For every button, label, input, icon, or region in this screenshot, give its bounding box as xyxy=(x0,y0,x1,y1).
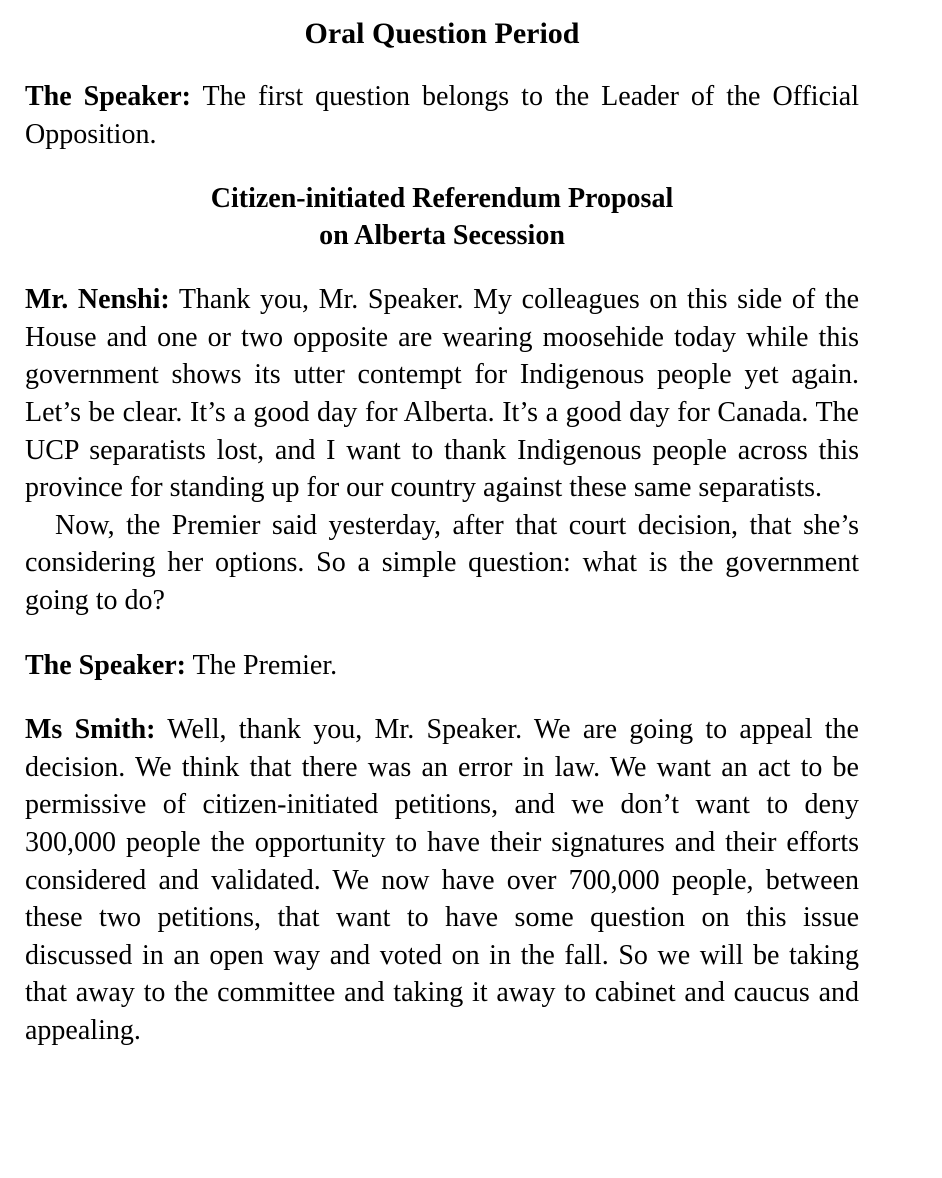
speaker-recognition-paragraph xyxy=(25,647,859,685)
nenshi-question-continuation: Now, the Premier said yesterday, after that court decision, that she’s considering her options. So a simple question: what is the government going to do? xyxy=(25,509,859,616)
paragraph-text: The first question belongs to the Leader of the Official Opposition. xyxy=(25,81,860,150)
section-title: Oral Question Period xyxy=(304,17,580,50)
paragraph-text: Well, thank you, Mr. Speaker. We are going to appeal the decision. We think that there was an error in law. We want an act to be permissive of citizen-initiated petitions, and we don’t want to deny 300,000 people the opportunity to have their signatures and their efforts considered and validated. We now have over 700,000 people, between these two petitions, that want to have some question on this issue discussed in an open way and voted on in the fall. So we will be taking that away to the committee and taking it away to cabinet and caucus and appealing. xyxy=(25,714,859,1046)
speaker-name: Ms Smith: xyxy=(25,714,156,746)
topic-subheading-line-1: Citizen-initiated Referendum Proposal xyxy=(210,183,674,215)
topic-subheading-line-2: on Alberta Secession xyxy=(319,220,565,252)
speaker-name: Mr. Nenshi: xyxy=(25,284,170,316)
spacer xyxy=(25,684,859,711)
spacer xyxy=(25,620,859,647)
nenshi-question-paragraph xyxy=(25,281,859,507)
speaker-intro-paragraph xyxy=(25,78,859,153)
speaker-name: The Speaker: xyxy=(25,649,186,681)
speaker-name: The Speaker: xyxy=(25,81,192,112)
spacer xyxy=(25,153,859,180)
paragraph-text: The Premier. xyxy=(186,649,338,681)
topic-subheading xyxy=(25,180,859,254)
paragraph-text: Thank you, Mr. Speaker. My colleagues on this side of the House and one or two opposite are wearing moosehide today while this government shows its utter contempt for Indigenous people yet again. Let’s be clear. It’s a good day for Alberta. It’s a good day for Canada. The UCP separatists lost, and I want to thank Indigenous people across this province for standing up for our country against these same separatists. xyxy=(25,284,859,504)
spacer xyxy=(25,254,859,281)
smith-answer-paragraph xyxy=(25,711,859,1049)
hansard-page xyxy=(25,14,859,1049)
spacer xyxy=(25,54,859,78)
